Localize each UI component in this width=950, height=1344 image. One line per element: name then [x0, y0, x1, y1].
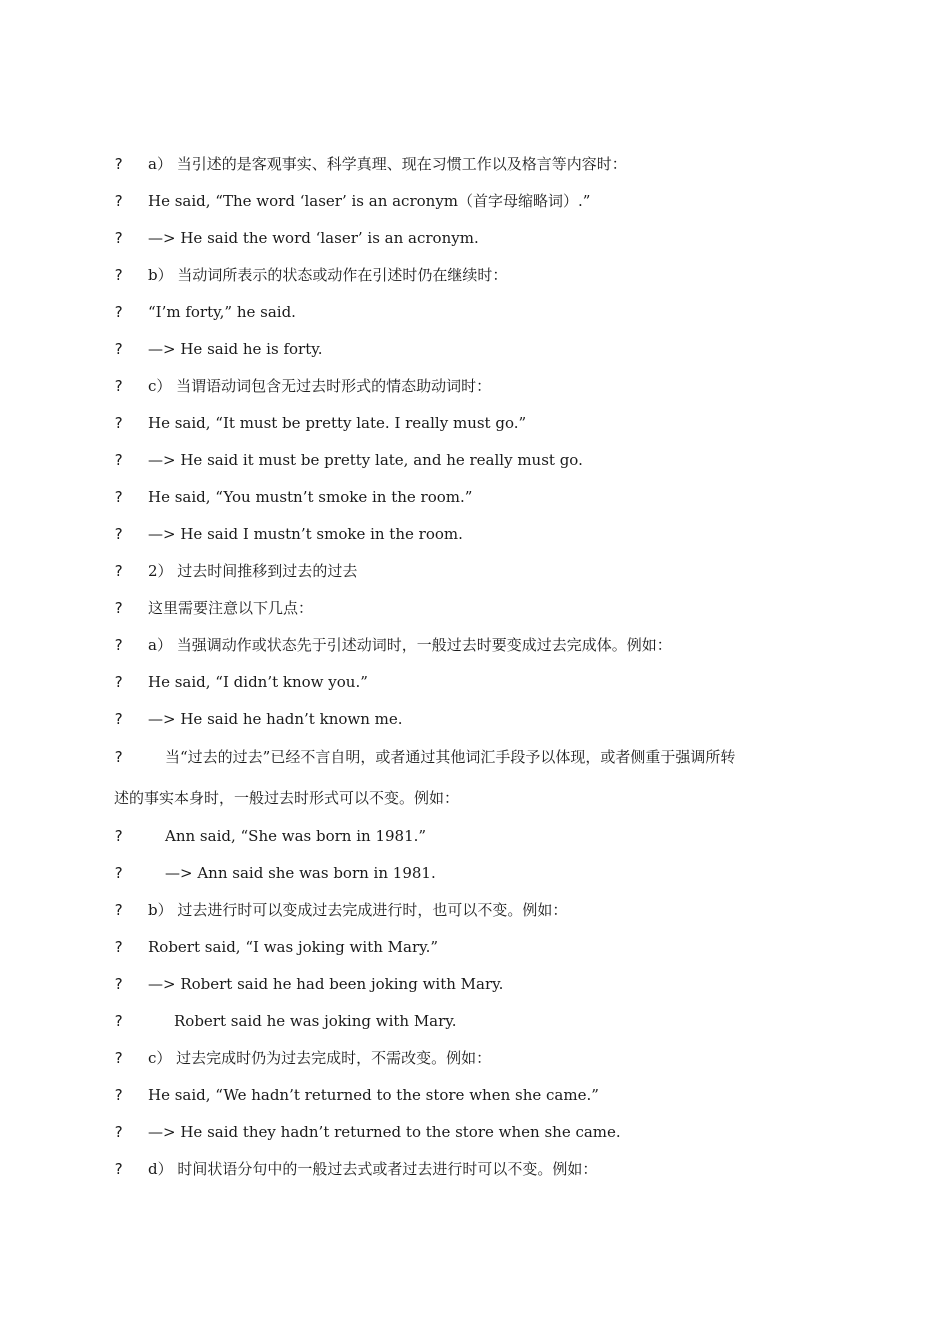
bullet-marker: ?: [114, 901, 124, 919]
text-line: [0, 1120, 950, 1144]
line-text: Robert said he was joking with Mary.: [174, 1012, 457, 1030]
text-line: [0, 861, 950, 885]
line-text: —> Ann said she was born in 1981.: [165, 864, 436, 882]
line-text: b） 过去进行时可以变成过去完成进行时，也可以不变。例如：: [148, 901, 568, 919]
text-line: [0, 972, 950, 996]
text-line: [0, 485, 950, 509]
line-text: He said, “I didn’t know you.”: [148, 673, 368, 691]
bullet-marker: ?: [114, 864, 124, 882]
bullet-marker: ?: [114, 1012, 124, 1030]
bullet-marker: ?: [114, 1086, 124, 1104]
line-text: 当“过去的过去”已经不言自明，或者通过其他词汇手段予以体现，或者侧重于强调所转: [165, 748, 736, 766]
bullet-marker: ?: [114, 673, 124, 691]
line-text: 2） 过去时间推移到过去的过去: [148, 562, 358, 580]
line-text: —> He said the word ‘laser’ is an acronym.: [148, 229, 479, 247]
bullet-marker: ?: [114, 1160, 124, 1178]
text-line: [0, 189, 950, 213]
text-line: [0, 707, 950, 731]
text-line: [0, 596, 950, 620]
text-line: [0, 633, 950, 657]
line-text: —> Robert said he had been joking with Mary.: [148, 975, 504, 993]
text-line: [0, 152, 950, 176]
text-line: [0, 263, 950, 287]
text-line: [0, 522, 950, 546]
bullet-marker: ?: [114, 340, 124, 358]
text-line: [0, 337, 950, 361]
line-text: 述的事实本身时，一般过去时形式可以不变。例如：: [114, 789, 460, 807]
bullet-marker: ?: [114, 414, 124, 432]
bullet-marker: ?: [114, 488, 124, 506]
bullet-marker: ?: [114, 636, 124, 654]
text-line: [0, 448, 950, 472]
line-text: —> He said it must be pretty late, and he really must go.: [148, 451, 583, 469]
bullet-marker: ?: [114, 229, 124, 247]
text-line: [0, 824, 950, 848]
bullet-marker: ?: [114, 155, 124, 173]
line-text: —> He said he is forty.: [148, 340, 323, 358]
line-text: a） 当强调动作或状态先于引述动词时，一般过去时要变成过去完成体。例如：: [148, 636, 672, 654]
text-line: [0, 1009, 950, 1033]
text-line: [0, 935, 950, 959]
bullet-marker: ?: [114, 451, 124, 469]
line-text: He said, “You mustn’t smoke in the room.”: [148, 488, 473, 506]
line-text: c） 当谓语动词包含无过去时形式的情态助动词时：: [148, 377, 492, 395]
bullet-marker: ?: [114, 377, 124, 395]
text-line: [0, 898, 950, 922]
line-text: He said, “We hadn’t returned to the store when she came.”: [148, 1086, 599, 1104]
text-line-continuation: [0, 786, 950, 810]
line-text: Ann said, “She was born in 1981.”: [165, 827, 427, 845]
line-text: —> He said I mustn’t smoke in the room.: [148, 525, 463, 543]
line-text: b） 当动词所表示的状态或动作在引述时仍在继续时：: [148, 266, 508, 284]
line-text: a） 当引述的是客观事实、科学真理、现在习惯工作以及格言等内容时：: [148, 155, 627, 173]
text-line: [0, 1046, 950, 1070]
bullet-marker: ?: [114, 748, 124, 766]
bullet-marker: ?: [114, 975, 124, 993]
bullet-marker: ?: [114, 562, 124, 580]
line-text: c） 过去完成时仍为过去完成时，不需改变。例如：: [148, 1049, 492, 1067]
text-line: [0, 670, 950, 694]
line-text: 这里需要注意以下几点：: [148, 599, 314, 617]
bullet-marker: ?: [114, 938, 124, 956]
line-text: —> He said he hadn’t known me.: [148, 710, 403, 728]
bullet-marker: ?: [114, 1049, 124, 1067]
bullet-marker: ?: [114, 525, 124, 543]
bullet-marker: ?: [114, 1123, 124, 1141]
line-text: He said, “The word ‘laser’ is an acronym（首字母缩略词）.”: [148, 192, 591, 210]
text-line: [0, 1083, 950, 1107]
bullet-marker: ?: [114, 192, 124, 210]
text-line: [0, 1157, 950, 1181]
line-text: “I’m forty,” he said.: [148, 303, 296, 321]
bullet-marker: ?: [114, 599, 124, 617]
text-line: [0, 411, 950, 435]
bullet-marker: ?: [114, 266, 124, 284]
text-line: [0, 300, 950, 324]
line-text: Robert said, “I was joking with Mary.”: [148, 938, 439, 956]
line-text: d） 时间状语分句中的一般过去式或者过去进行时可以不变。例如：: [148, 1160, 598, 1178]
text-line: [0, 374, 950, 398]
bullet-marker: ?: [114, 303, 124, 321]
text-line: [0, 226, 950, 250]
text-line: [0, 559, 950, 583]
line-text: —> He said they hadn’t returned to the store when she came.: [148, 1123, 621, 1141]
text-line: [0, 745, 950, 769]
line-text: He said, “It must be pretty late. I really must go.”: [148, 414, 527, 432]
bullet-marker: ?: [114, 710, 124, 728]
bullet-marker: ?: [114, 827, 124, 845]
